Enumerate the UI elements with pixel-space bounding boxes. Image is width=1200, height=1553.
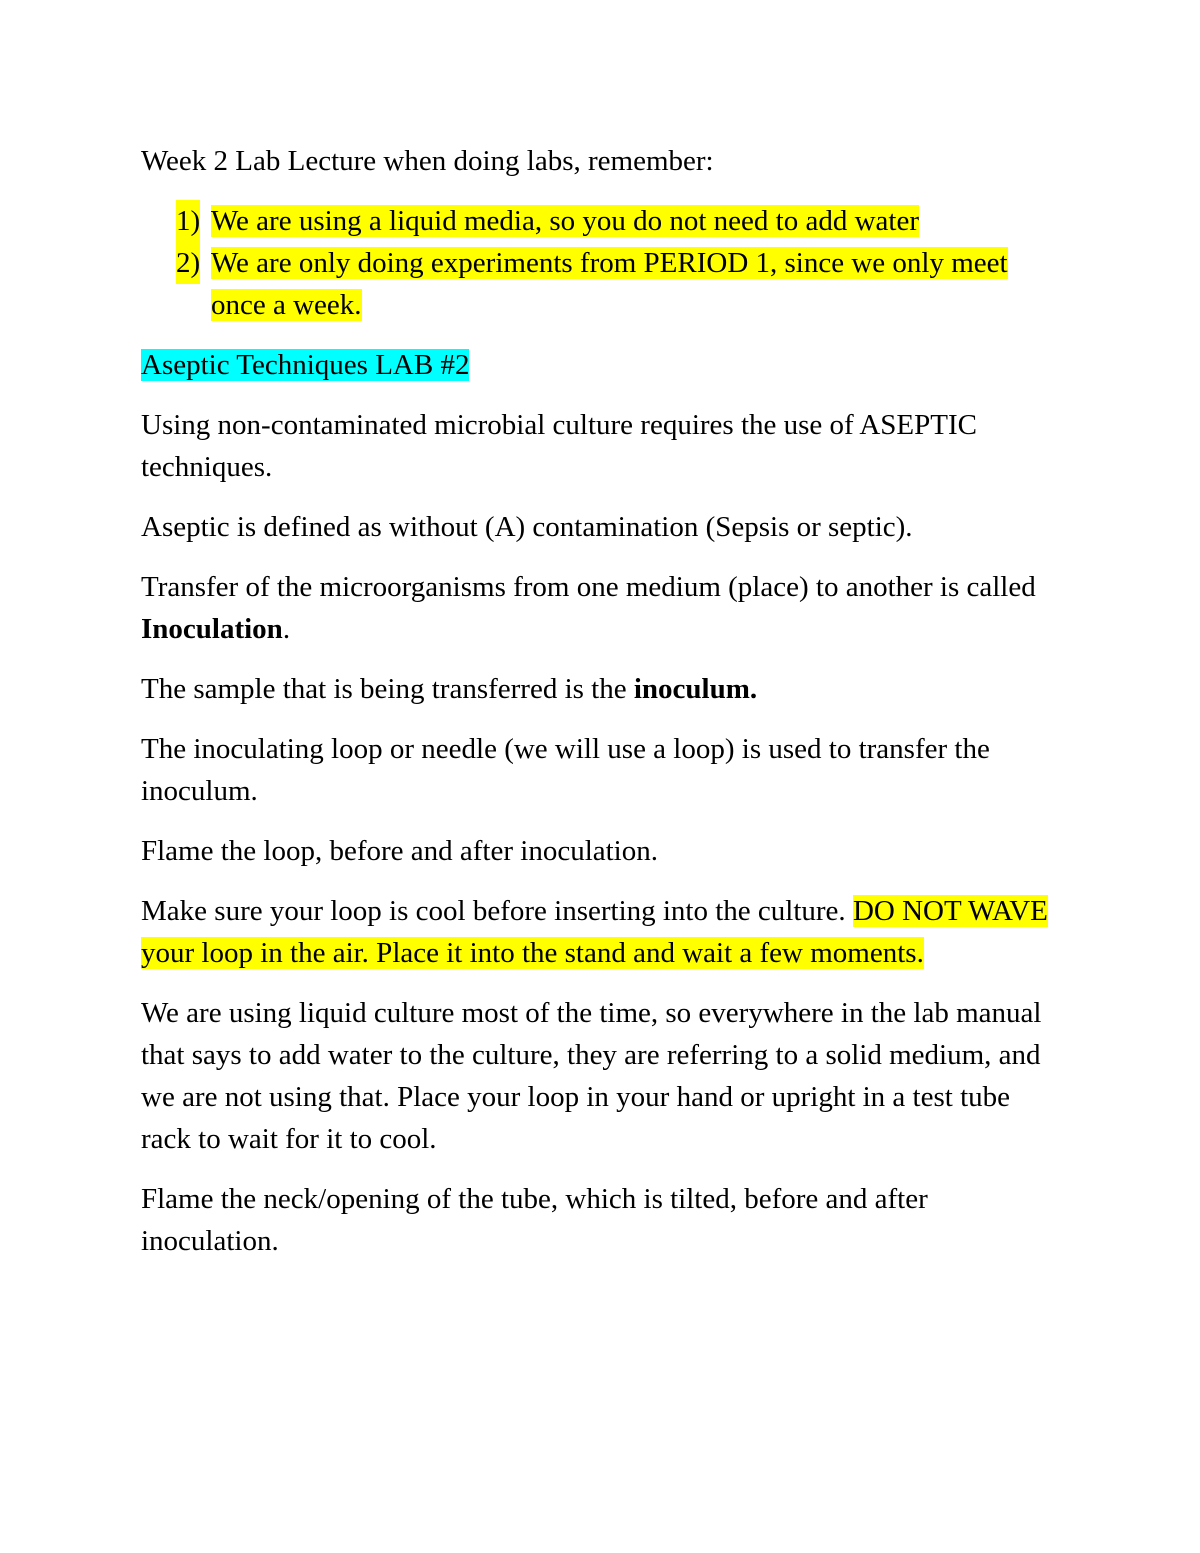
intro-line: Week 2 Lab Lecture when doing labs, remember: — [141, 145, 714, 177]
section-heading-line — [141, 344, 1061, 386]
paragraph-loop: The inoculating loop or needle (we will use a loop) is used to transfer the inoculum. — [141, 733, 990, 807]
cool-loop-warning: DO NOT WAVE your loop in the air. Place it into the stand and wait a few moments. — [141, 895, 1048, 969]
reminder-text: We are using a liquid media, so you do not need to add water — [211, 205, 919, 237]
cool-loop-text: Make sure your loop is cool before inserting into the culture. — [141, 895, 853, 927]
reminder-item — [141, 242, 1061, 326]
paragraph-cool-loop — [141, 890, 1061, 974]
inoculum-text: The sample that is being transferred is the — [141, 673, 634, 705]
inoculation-text: Transfer of the microorganisms from one medium (place) to another is called — [141, 571, 1036, 603]
inoculum-term: inoculum. — [633, 673, 758, 705]
reminder-text: We are only doing experiments from PERIOD 1, since we only meet once a week. — [211, 247, 1008, 321]
paragraph-liquid-culture: We are using liquid culture most of the time, so everywhere in the lab manual that says to add water to the culture, they are referring to a solid medium, and we are not using that. Place your loop in your hand or upright in a test tube rack to wait for it to cool. — [141, 997, 1042, 1155]
reminder-number: 2) — [176, 242, 200, 284]
section-heading: Aseptic Techniques LAB #2 — [141, 349, 470, 381]
reminder-list — [141, 200, 1061, 326]
paragraph-flame-tube: Flame the neck/opening of the tube, which is tilted, before and after inoculation. — [141, 1183, 928, 1257]
reminder-number: 1) — [176, 200, 200, 242]
paragraph-inoculation — [141, 566, 1061, 650]
paragraph-aseptic-requirement: Using non-contaminated microbial culture requires the use of ASEPTIC techniques. — [141, 409, 977, 483]
document-body — [141, 140, 1061, 1280]
paragraph-aseptic-definition: Aseptic is defined as without (A) contamination (Sepsis or septic). — [141, 511, 913, 543]
inoculation-term: Inoculation — [141, 613, 283, 645]
reminder-item — [141, 200, 1061, 242]
paragraph-inoculum — [141, 668, 1061, 710]
paragraph-flame-loop: Flame the loop, before and after inoculation. — [141, 835, 658, 867]
inoculation-period: . — [282, 613, 291, 645]
